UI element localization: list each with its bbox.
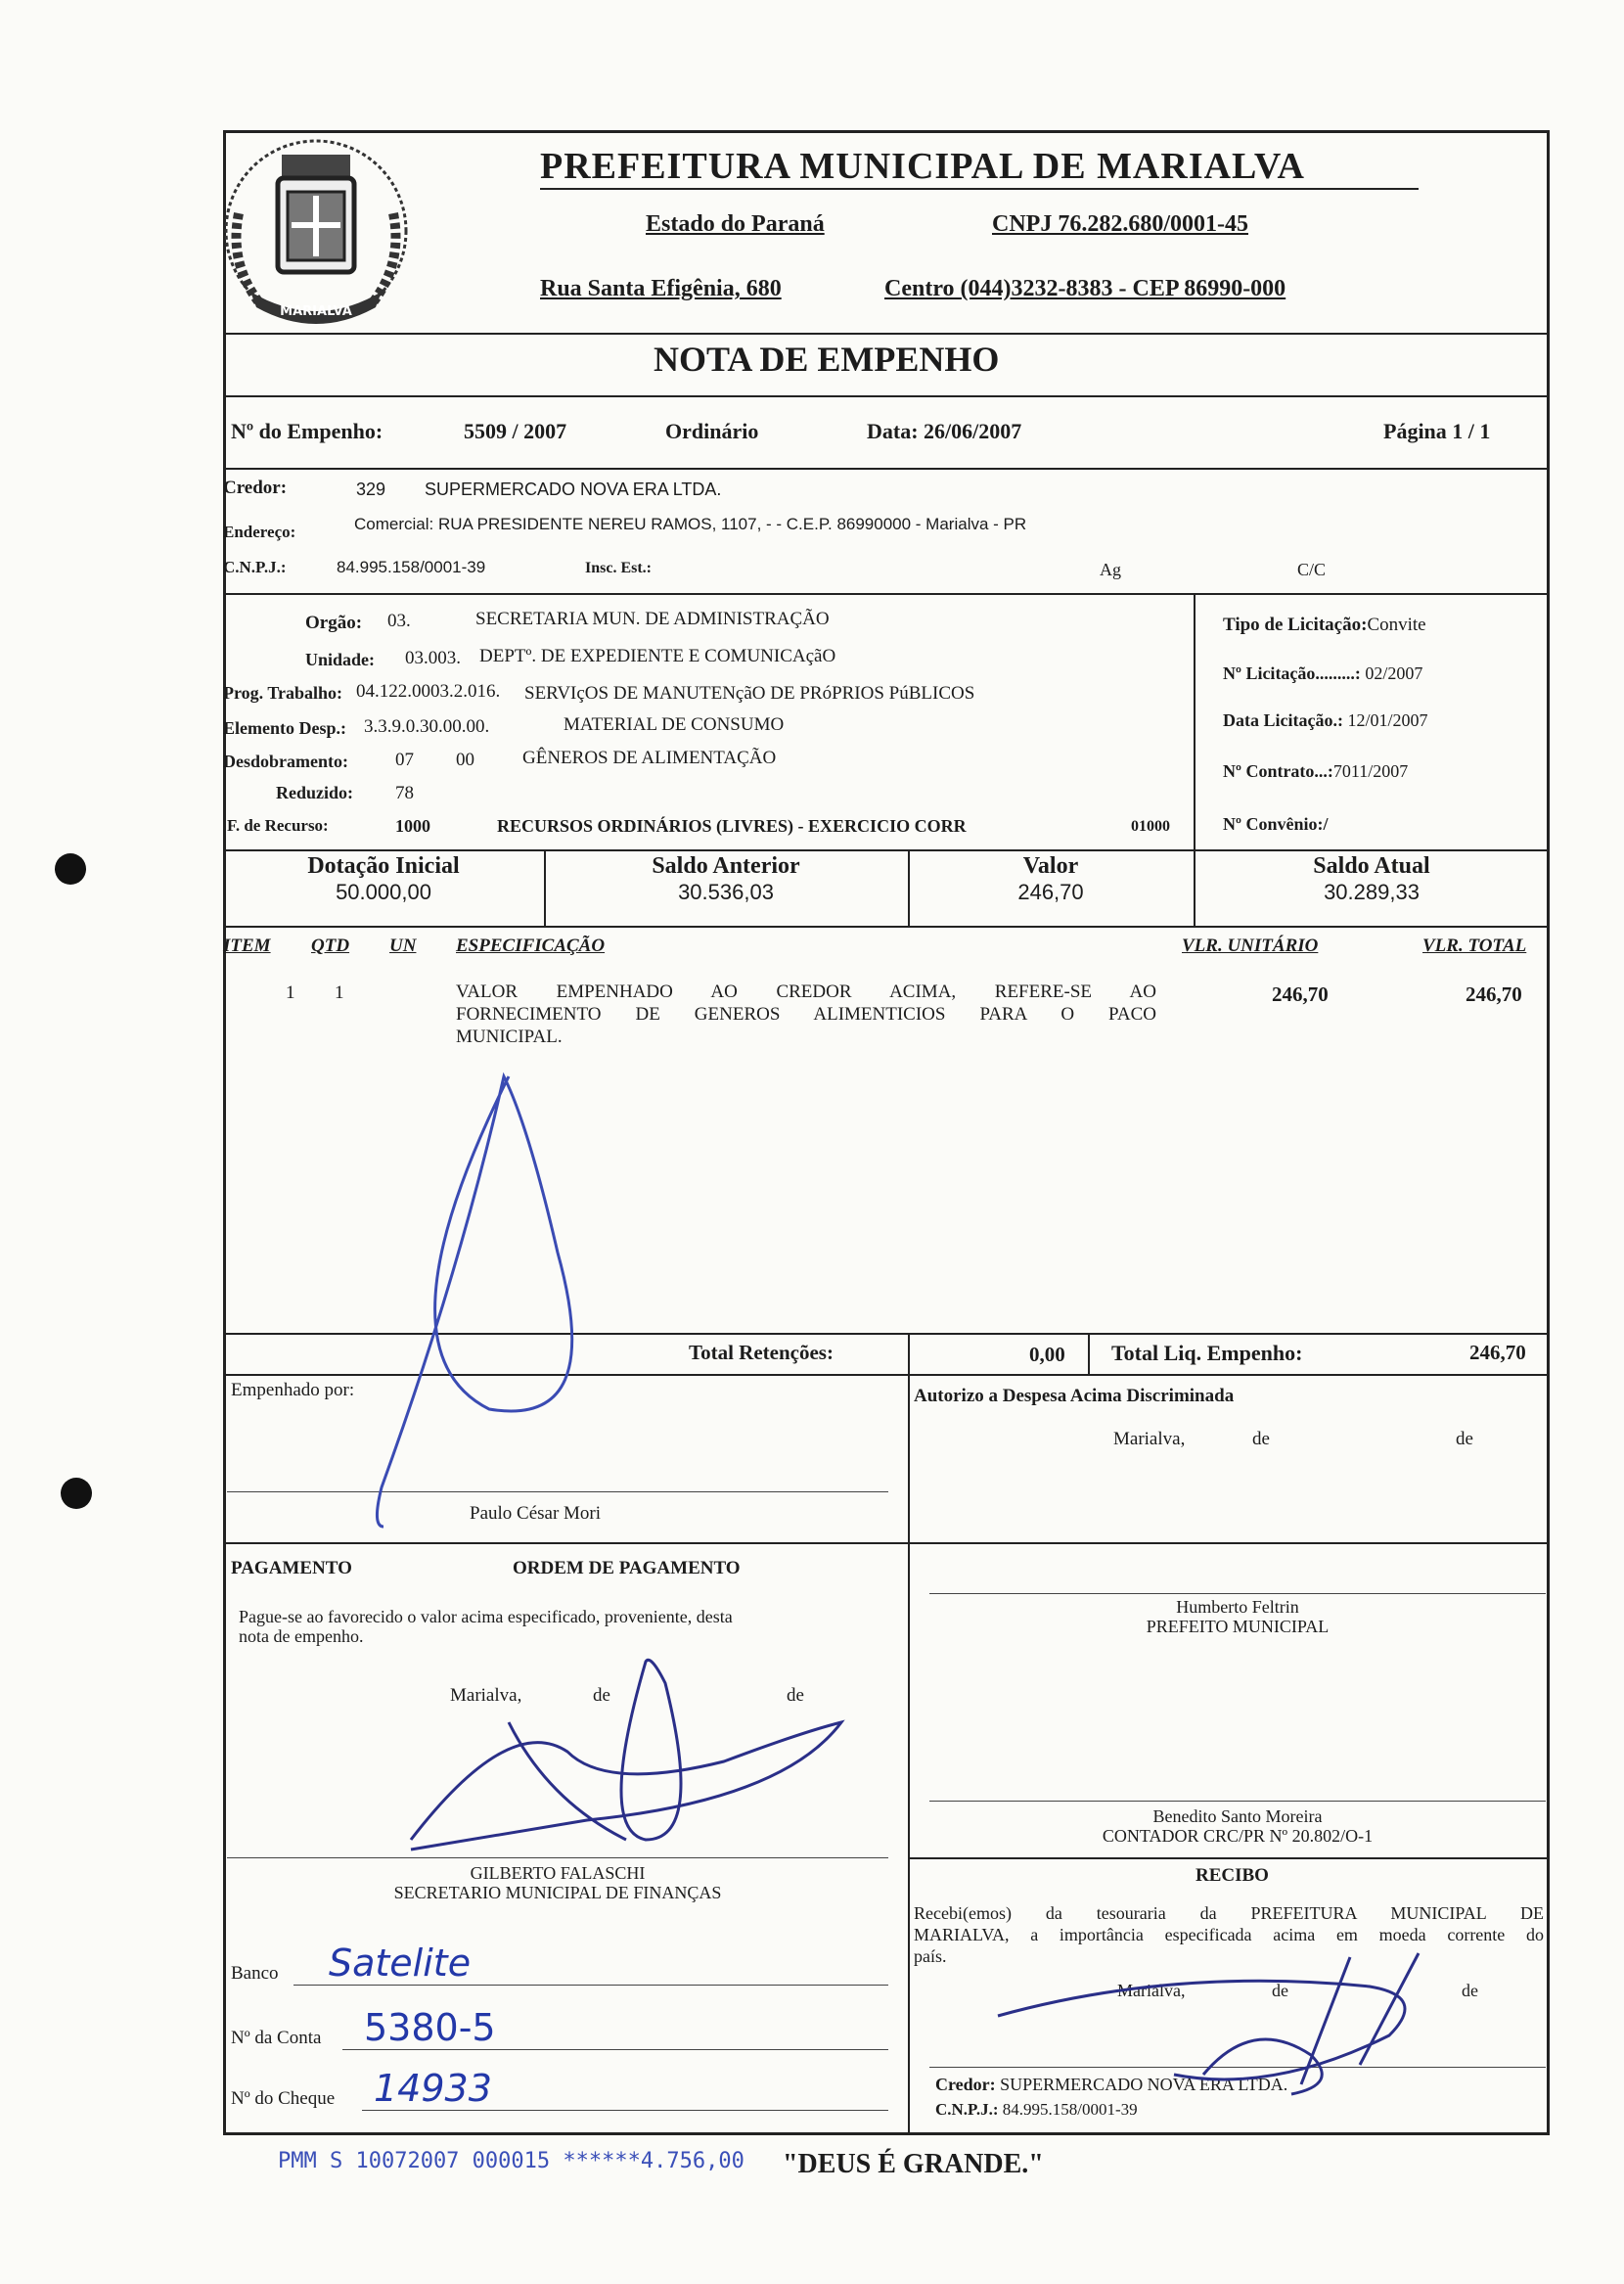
ordem-pagamento-label: ORDEM DE PAGAMENTO [513,1558,741,1578]
recurso-label: F. de Recurso: [227,816,329,835]
credor-name: SUPERMERCADO NOVA ERA LTDA. [425,480,722,499]
recurso-name: RECURSOS ORDINÁRIOS (LIVRES) - EXERCICIO CORR [497,816,967,836]
unidade-code: 03.003. [405,648,461,668]
conta-label: Nº da Conta [231,2028,322,2048]
cheque-handwritten: 14933 [374,2067,492,2110]
unidade-name: DEPTº. DE EXPEDIENTE E COMUNICAçãO [479,646,836,666]
payment-stamp: PMM S 10072007 000015 ******4.756,00 [278,2149,744,2173]
contact-label: Centro (044)3232-8383 - CEP 86990-000 [884,276,1286,301]
empenhado-por-label: Empenhado por: [231,1380,355,1400]
data-licitacao: Data Licitação.: 12/01/2007 [1223,710,1428,730]
recurso-number: 01000 [1131,818,1170,835]
recibo-title: RECIBO [1195,1865,1269,1886]
insc-label: Insc. Est.: [585,560,653,576]
recibo-text: Recebi(emos) da tesouraria da PREFEITURA MUNICIPAL DE MARIALVA, a importância especificada acima em moeda corrente do país. [914,1903,1544,1966]
contador-signature-block: Benedito Santo Moreira CONTADOR CRC/PR Nº 20.802/O-1 [1102,1806,1374,1846]
total-retencoes-label: Total Retenções: [689,1341,834,1364]
cc-label: C/C [1297,560,1327,579]
pagamento-city: Marialva, [450,1685,522,1706]
col-qtd-header: QTD [311,936,350,956]
banco-label: Banco [231,1963,279,1984]
tipo-licitacao: Tipo de Licitação:Convite [1223,615,1426,635]
autorizo-city: Marialva, [1113,1429,1186,1449]
footer-motto: "DEUS É GRANDE." [783,2149,1044,2179]
desdobramento-name: GÊNEROS DE ALIMENTAÇÃO [522,748,777,768]
recibo-credor: Credor: SUPERMERCADO NOVA ERA LTDA. [935,2075,1288,2094]
saldo-anterior: Saldo Anterior 30.536,03 [652,853,800,904]
col-total-header: VLR. TOTAL [1422,936,1527,956]
address-label: Rua Santa Efigênia, 680 [540,276,782,301]
recibo-city: Marialva, [1117,1981,1186,2000]
empenho-type: Ordinário [665,419,759,443]
total-liquido-value: 246,70 [1469,1341,1526,1364]
state-label: Estado do Paraná [646,211,825,237]
secretario-signature-block: GILBERTO FALASCHI SECRETARIO MUNICIPAL DE FINANÇAS [393,1863,722,1902]
empenho-number-label: Nº do Empenho: [231,419,383,443]
prog-label: Prog. Trabalho: [223,683,343,703]
elemento-name: MATERIAL DE CONSUMO [564,714,785,735]
recurso-code: 1000 [395,816,430,836]
credor-address: Comercial: RUA PRESIDENTE NEREU RAMOS, 1107, - - C.E.P. 86990000 - Marialva - PR [354,515,1027,533]
empenho-date: Data: 26/06/2007 [867,419,1022,443]
cnpj-label: CNPJ 76.282.680/0001-45 [992,211,1248,237]
orgao-code: 03. [387,611,411,631]
cheque-label: Nº do Cheque [231,2088,336,2109]
item-total-value: 246,70 [1466,982,1522,1006]
empenhado-por-name: Paulo César Mori [470,1503,602,1524]
saldo-atual: Saldo Atual 30.289,33 [1313,853,1430,904]
total-retencoes-value: 0,00 [1029,1343,1065,1366]
credor-code: 329 [356,480,386,499]
empenho-number: 5509 / 2007 [464,419,567,443]
item-qty: 1 [335,982,344,1003]
svg-text:MARIALVA: MARIALVA [280,304,352,319]
ag-label: Ag [1100,560,1121,579]
item-unit-value: 246,70 [1272,982,1329,1006]
saldo-valor: Valor 246,70 [1017,853,1084,904]
autorizo-de-2: de [1456,1429,1473,1449]
orgao-name: SECRETARIA MUN. DE ADMINISTRAÇÃO [475,609,830,629]
conta-handwritten: 5380-5 [364,2006,496,2049]
address-label: Endereço: [223,523,296,541]
numero-contrato: Nº Contrato...:7011/2007 [1223,761,1409,781]
desdobramento-b: 00 [456,750,474,770]
numero-licitacao: Nº Licitação.........: 02/2007 [1223,663,1423,683]
recibo-cnpj: C.N.P.J.: 84.995.158/0001-39 [935,2100,1138,2119]
recibo-de-1: de [1272,1981,1288,2000]
desdobramento-a: 07 [395,750,414,770]
elemento-label: Elemento Desp.: [223,718,346,738]
document-title: NOTA DE EMPENHO [654,340,1000,379]
numero-convenio: Nº Convênio:/ [1223,814,1329,834]
col-spec-header: ESPECIFICAÇÃO [456,936,606,956]
pagamento-text: Pague-se ao favorecido o valor acima especificado, proveniente, desta nota de empenho. [239,1607,733,1646]
prog-code: 04.122.0003.2.016. [356,681,501,702]
prefeito-signature-block: Humberto Feltrin PREFEITO MUNICIPAL [1146,1597,1330,1636]
credor-cnpj: 84.995.158/0001-39 [337,558,486,576]
autorizo-de-1: de [1252,1429,1270,1449]
pagamento-label: PAGAMENTO [231,1558,352,1578]
item-number: 1 [286,982,295,1003]
credor-label: Credor: [223,478,288,498]
page-title: PREFEITURA MUNICIPAL DE MARIALVA [540,146,1305,187]
unidade-label: Unidade: [305,650,376,669]
saldo-dotacao-inicial: Dotação Inicial 50.000,00 [307,853,460,904]
prog-name: SERVIçOS DE MANUTENçãO DE PRóPRIOS PúBLICOS [524,683,975,704]
reduzido-value: 78 [395,783,414,803]
recibo-de-2: de [1462,1981,1478,2000]
item-spec: VALOR EMPENHADO AO CREDOR ACIMA, REFERE-SE AO FORNECIMENTO DE GENEROS ALIMENTICIOS PARA O PACO MUNICIPAL. [456,982,1156,1047]
autorizo-label: Autorizo a Despesa Acima Discriminada [914,1386,1235,1406]
page-indicator: Página 1 / 1 [1383,419,1491,443]
orgao-label: Orgão: [305,613,363,633]
desdobramento-label: Desdobramento: [223,752,348,771]
banco-handwritten: Satelite [329,1941,472,1985]
col-item-header: ITEM [223,936,271,956]
col-un-header: UN [389,936,417,956]
col-unit-header: VLR. UNITÁRIO [1182,936,1319,956]
elemento-code: 3.3.9.0.30.00.00. [364,716,490,737]
pagamento-de-1: de [593,1685,610,1706]
reduzido-label: Reduzido: [276,783,354,802]
pagamento-de-2: de [787,1685,804,1706]
total-liquido-label: Total Liq. Empenho: [1111,1341,1303,1365]
cnpj-field-label: C.N.P.J.: [223,558,287,576]
